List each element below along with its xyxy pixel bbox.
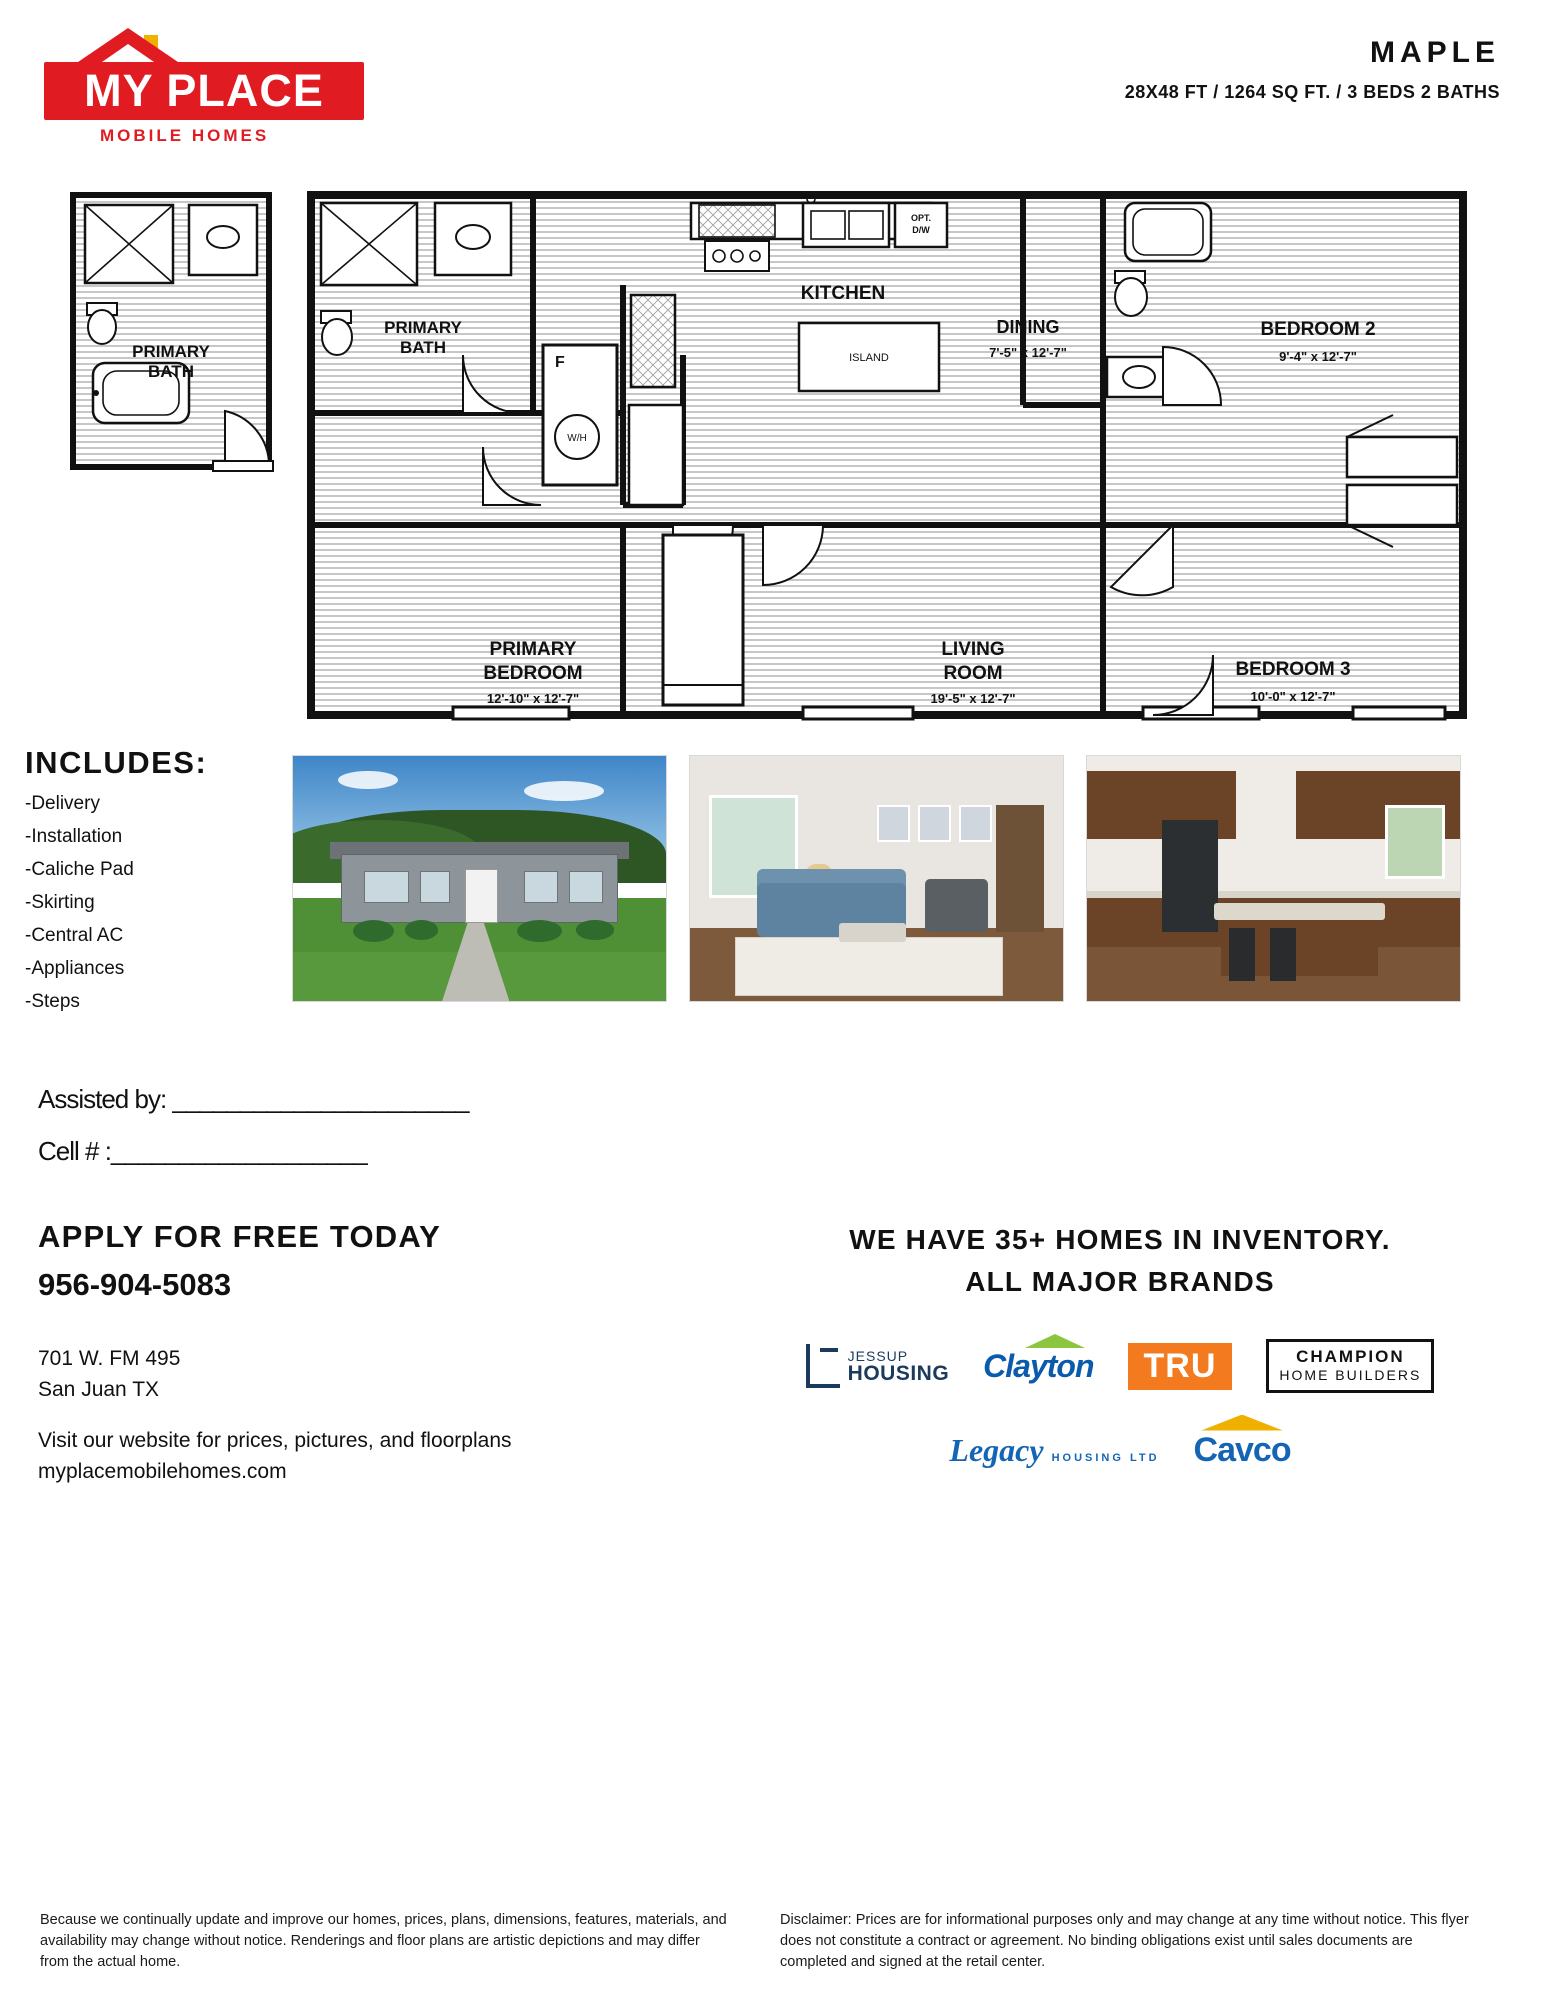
svg-text:PRIMARY: PRIMARY — [383, 318, 462, 337]
svg-text:OPT.: OPT. — [910, 213, 931, 223]
includes-list — [25, 787, 275, 1018]
primary-bath-inset — [73, 195, 273, 471]
champion-label-1: CHAMPION — [1296, 1347, 1405, 1366]
svg-text:D/W: D/W — [911, 225, 930, 235]
wall-art — [877, 805, 911, 842]
jessup-housing-logo — [806, 1337, 950, 1395]
bush — [517, 920, 562, 942]
washer-dryer — [629, 405, 683, 505]
tru-logo — [1128, 1337, 1233, 1395]
assisted-by-block — [38, 1073, 1545, 1177]
clayton-logo — [983, 1337, 1093, 1395]
svg-text:BEDROOM 2: BEDROOM 2 — [1259, 319, 1376, 340]
wall-art — [918, 805, 952, 842]
includes-item: -Appliances — [25, 958, 125, 979]
includes-and-photos — [0, 745, 1545, 1045]
model-title-block — [1125, 36, 1500, 103]
jessup-icon — [806, 1344, 840, 1388]
refrigerator — [1162, 820, 1218, 933]
area-rug — [735, 937, 1004, 996]
window — [524, 871, 558, 903]
svg-text:7'-5" x 12'-7": 7'-5" x 12'-7" — [988, 345, 1067, 360]
cta-left-column — [38, 1219, 718, 1487]
svg-text:9'-4" x 12'-7": 9'-4" x 12'-7" — [1278, 349, 1357, 364]
phone-number[interactable]: 956-904-5083 — [38, 1267, 232, 1302]
cta-section — [0, 1219, 1545, 1549]
website-prompt: Visit our website for prices, pictures, and floorplans — [38, 1429, 512, 1452]
cell-number-field[interactable]: Cell # :___________________ — [38, 1136, 367, 1166]
svg-text:LIVING: LIVING — [940, 639, 1005, 660]
tru-label: TRU — [1128, 1343, 1233, 1390]
footer-disclaimer-left: Because we continually update and improve our homes, prices, plans, dimensions, features, materials, and availability may change without notice. Renderings and floor plans are artistic depictions and may differ from the actual home. — [40, 1912, 727, 1970]
page-title: MAPLE — [1370, 36, 1500, 69]
includes-title: INCLUDES: — [25, 745, 208, 780]
bush — [405, 920, 439, 940]
wall-art — [959, 805, 993, 842]
cavco-label: Cavco — [1193, 1430, 1291, 1469]
logo-subtitle: MOBILE HOMES — [100, 126, 270, 145]
window — [420, 871, 450, 903]
svg-text:KITCHEN: KITCHEN — [800, 283, 885, 304]
living-room-photo — [689, 755, 1064, 1002]
assisted-by-field[interactable]: Assisted by: ______________________ — [38, 1084, 469, 1114]
bar-stool — [1270, 928, 1296, 982]
logo-title: MY PLACE — [84, 65, 324, 116]
includes-item: -Delivery — [25, 793, 100, 814]
svg-text:F: F — [554, 354, 565, 371]
champion-label-2: HOME BUILDERS — [1279, 1367, 1422, 1383]
photo-gallery — [292, 755, 1461, 1002]
exterior-photo — [292, 755, 667, 1002]
interior-door — [996, 805, 1044, 932]
svg-text:BEDROOM: BEDROOM — [482, 663, 583, 684]
svg-text:19'-5" x 12'-7": 19'-5" x 12'-7" — [929, 691, 1016, 706]
svg-text:12'-10" x 12'-7": 12'-10" x 12'-7" — [486, 691, 579, 706]
cavco-logo — [1194, 1421, 1291, 1479]
svg-text:PRIMARY: PRIMARY — [489, 639, 576, 660]
svg-text:BATH: BATH — [399, 338, 446, 357]
armchair — [925, 879, 988, 933]
legacy-housing-logo — [949, 1421, 1159, 1479]
clayton-label: Clayton — [983, 1347, 1094, 1384]
includes-item: -Installation — [25, 826, 123, 847]
brand-logo-row — [740, 1337, 1500, 1479]
svg-text:DINING: DINING — [996, 317, 1059, 337]
pantry — [631, 295, 675, 387]
footer-right-column — [780, 1910, 1470, 1973]
coffee-table — [839, 923, 906, 943]
inventory-heading-line-2: ALL MAJOR BRANDS — [965, 1266, 1275, 1297]
kitchen-photo — [1086, 755, 1461, 1002]
bar-stool — [1229, 928, 1255, 982]
website-url[interactable]: myplacemobilehomes.com — [38, 1460, 287, 1483]
front-door — [465, 869, 499, 923]
cavco-roof-icon — [1201, 1415, 1283, 1431]
jessup-label-1: JESSUP — [847, 1348, 909, 1364]
svg-text:BEDROOM 3: BEDROOM 3 — [1234, 659, 1351, 680]
svg-text:PRIMARY: PRIMARY — [131, 342, 210, 361]
includes-block — [25, 745, 275, 1018]
island-countertop — [1214, 903, 1386, 920]
svg-text:ROOM: ROOM — [942, 663, 1003, 684]
footer-left-column — [40, 1910, 730, 1973]
cta-right-column — [740, 1219, 1500, 1479]
includes-item: -Steps — [25, 991, 80, 1012]
clayton-roof-icon — [1025, 1334, 1085, 1348]
includes-item: -Caliche Pad — [25, 859, 134, 880]
svg-text:W/H: W/H — [566, 433, 587, 444]
includes-item: -Skirting — [25, 892, 95, 913]
inventory-heading-line-1: WE HAVE 35+ HOMES IN INVENTORY. — [849, 1224, 1391, 1255]
primary-bedroom-closet — [663, 535, 743, 705]
address-line-2: San Juan TX — [38, 1378, 160, 1401]
bush — [353, 920, 394, 942]
window — [569, 871, 603, 903]
company-logo — [40, 22, 370, 152]
apply-heading: APPLY FOR FREE TODAY — [38, 1219, 441, 1254]
svg-text:ISLAND: ISLAND — [848, 352, 889, 364]
page-footer — [0, 1910, 1545, 1973]
floorplan-svg — [63, 175, 1483, 735]
footer-disclaimer-right: Disclaimer: Prices are for informational purposes only and may change at any time without notice. This flyer does not constitute a contract or agreement. No binding obligations exist until sales documents are completed and signed at the retail center. — [780, 1912, 1469, 1970]
range-hood-gap — [1236, 771, 1296, 840]
address-line-1: 701 W. FM 495 — [38, 1347, 181, 1370]
champion-logo — [1266, 1337, 1434, 1395]
model-specs: 28X48 FT / 1264 SQ FT. / 3 BEDS 2 BATHS — [1124, 82, 1500, 102]
includes-item: -Central AC — [25, 925, 124, 946]
window — [1385, 805, 1445, 879]
legacy-label: Legacy — [949, 1431, 1044, 1468]
window — [364, 871, 409, 903]
bush — [576, 920, 613, 940]
cloud-icon — [338, 771, 398, 789]
svg-text:BATH: BATH — [147, 362, 194, 381]
jessup-label-2: HOUSING — [847, 1362, 950, 1385]
logo-roof-inner-icon — [102, 44, 154, 62]
legacy-sub-label: HOUSING LTD — [1051, 1451, 1160, 1464]
cloud-icon — [524, 781, 604, 801]
page-header — [0, 0, 1545, 175]
svg-text:10'-0" x 12'-7": 10'-0" x 12'-7" — [1249, 689, 1336, 704]
floorplan-diagram — [63, 175, 1483, 735]
